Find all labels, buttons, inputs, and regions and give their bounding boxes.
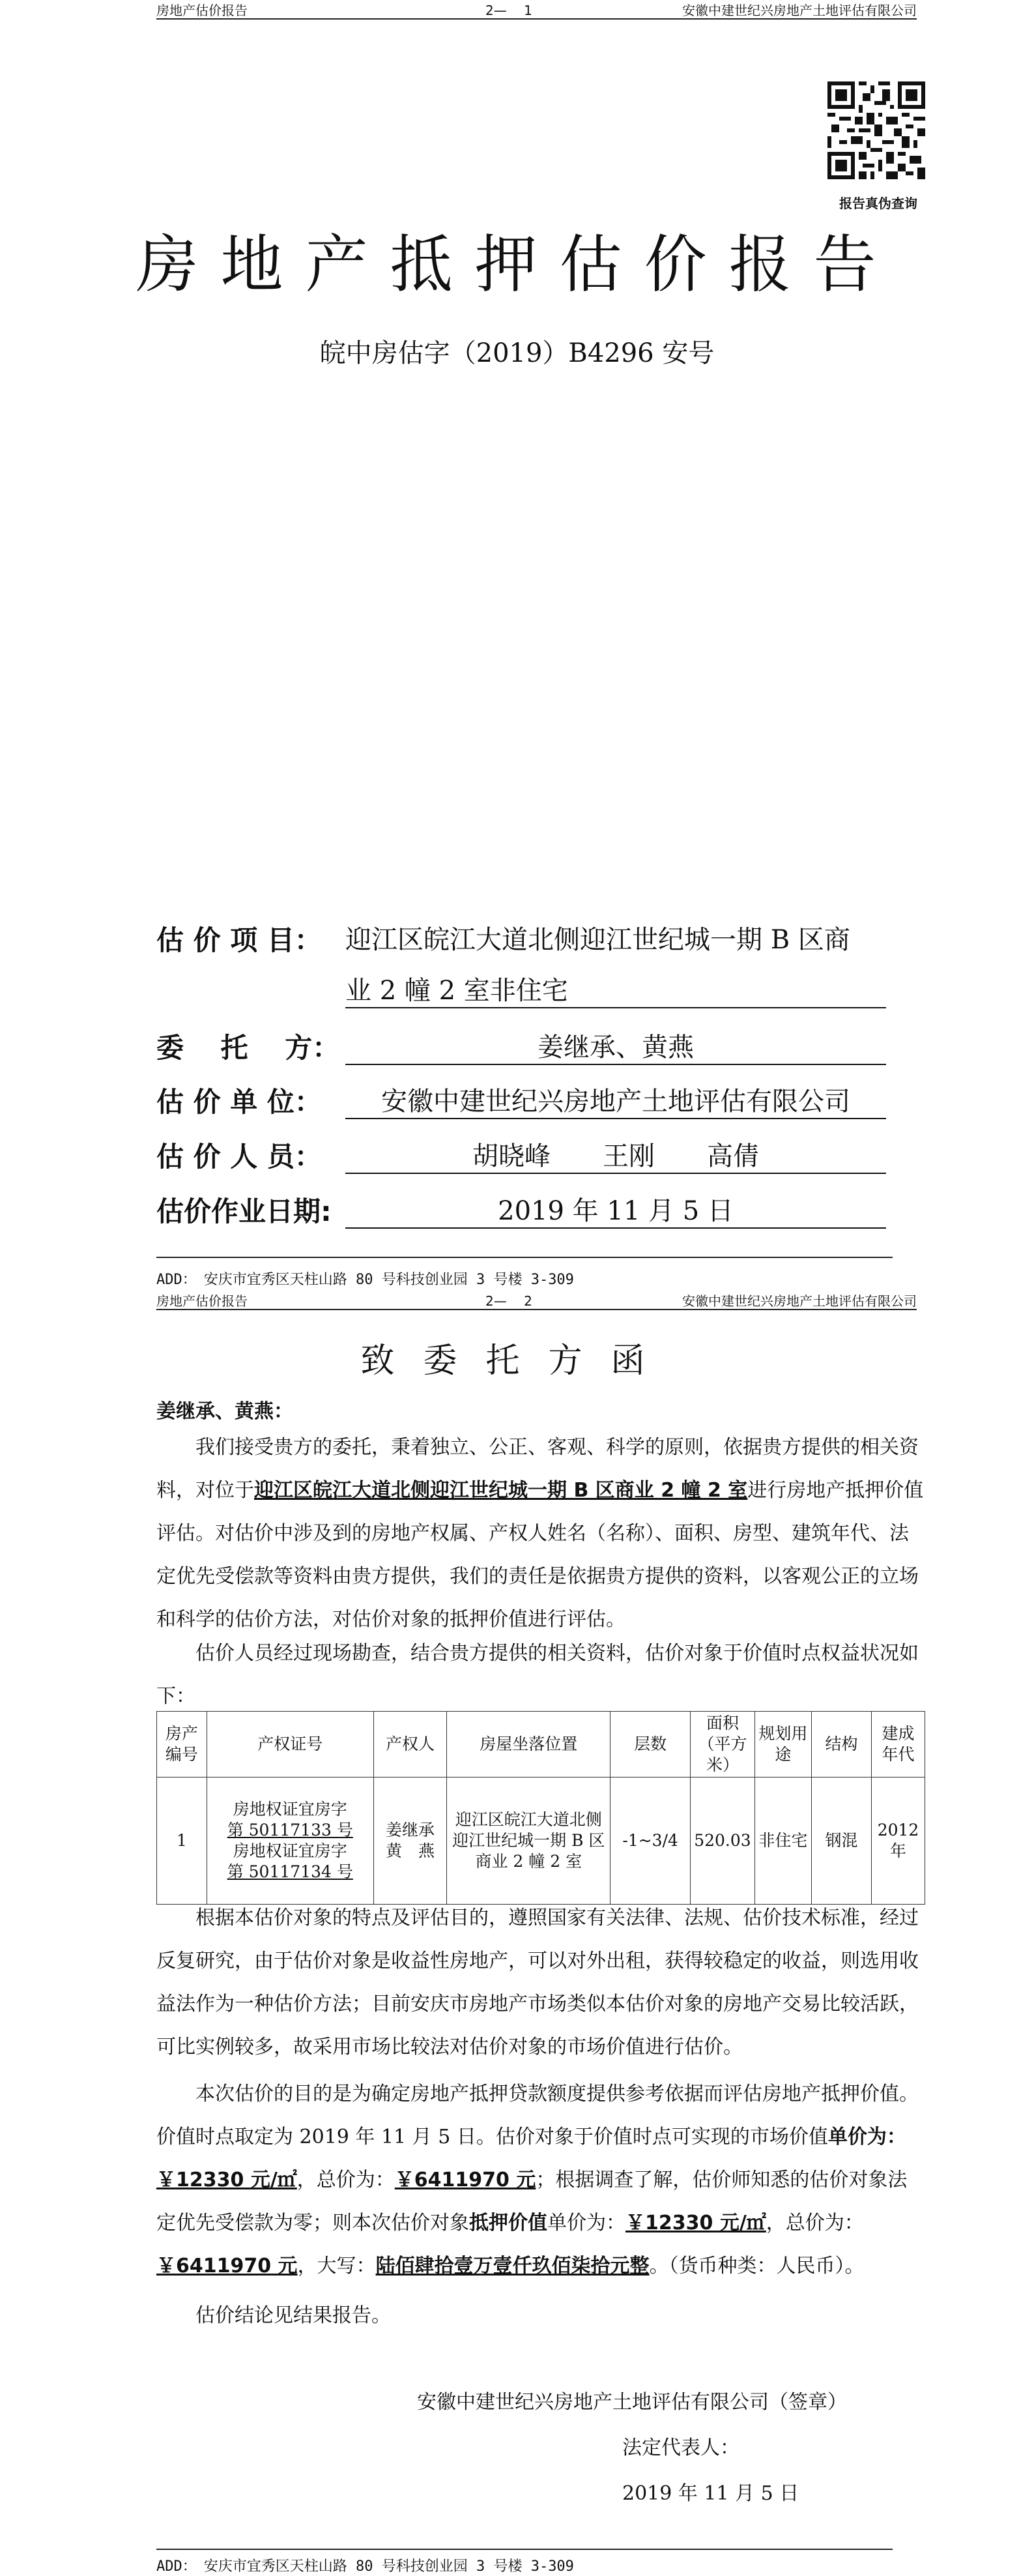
signature-rep: 法定代表人： [622,2437,740,2459]
qr-code-icon[interactable] [827,81,925,179]
staff-label: 估 价 人 员： [156,1141,322,1173]
letter-paragraph-5: 估价结论见结果报告。 [195,2304,391,2327]
staff-value: 胡晓峰 王刚 高倩 [345,1135,886,1174]
header-company: 安徽中建世纪兴房地产土地评估有限公司 [682,3,917,18]
header-doc-type: 房地产估价报告 [156,1293,248,1309]
project-label: 估 价 项 目： [156,924,322,956]
cell-year: 2012 年 [872,1778,925,1905]
cell-structure: 钢混 [811,1778,871,1905]
client-value: 姜继承、黄燕 [345,1027,886,1065]
letter-title: 致委托方函 [360,1341,674,1381]
footer-rule [156,1257,893,1258]
cell-floors: -1~3/4 [610,1778,691,1905]
signature-company: 安徽中建世纪兴房地产土地评估有限公司（签章） [417,2391,847,2414]
unit-price-2: ￥12330 元/㎡ [625,2212,766,2234]
qr-caption: 报告真伪查询 [839,196,917,211]
header-page-number: 2— 1 [485,3,532,18]
cell-area: 520.03 [691,1778,755,1905]
unit-label: 估 价 单 位： [156,1086,322,1118]
letter-paragraph-2: 估价人员经过现场勘查，结合贵方提供的相关资料，估价对象于价值时点权益状况如下： [156,1642,919,1708]
table-header-cell: 产权证号 [207,1712,373,1778]
table-header-cell: 产权人 [373,1712,447,1778]
letter-paragraph-1: 我们接受贵方的委托，秉着独立、公正、客观、科学的原则，依据贵方提供的相关资料，对位于迎江区皖江大道北侧迎江世纪城一期 B 区商业 2 幢 2 室进行房地产抵押价值评估。对估价中涉及到的房地产权属、产权人姓名（名称）、面积、房型、建筑年代、法定优先受偿款等资料由贵方提供，我们的责任是依据贵方提供的资料，以客观公正的立场和科学的估价方法，对估价对象的抵押价值进行评估。 [156,1436,924,1631]
page-header [156,0,917,20]
property-location: 迎江区皖江大道北侧迎江世纪城一期 B 区商业 2 幢 2 室 [254,1479,748,1502]
letter-paragraph-3: 根据本估价对象的特点及评估目的，遵照国家有关法律、法规、估价技术标准，经过反复研究，由于估价对象是收益性房地产，可以对外出租，获得较稳定的收益，则选用收益法作为一种估价方法；目前安庆市房地产市场类似本估价对象的房地产交易比较活跃，可比实例较多，故采用市场比较法对估价对象的市场价值进行估价。 [156,1907,919,2058]
total-price-2: ￥6411970 元 [156,2255,298,2277]
header-doc-type: 房地产估价报告 [156,3,248,18]
table-header-cell: 层数 [610,1712,691,1778]
table-header-cell: 规划用途 [754,1712,811,1778]
header-company: 安徽中建世纪兴房地产土地评估有限公司 [682,1293,917,1309]
footer-rule [156,2549,893,2550]
unit-price-1: ￥12330 元/㎡ [156,2169,297,2191]
total-price-uppercase: 陆佰肆拾壹万壹仟玖佰柒拾元整 [375,2255,650,2277]
cell-owner: 姜继承 黄 燕 [373,1778,447,1905]
report-title: 房地产抵押估价报告 [136,228,898,301]
page-header [156,1291,917,1310]
date-value: 2019 年 11 月 5 日 [345,1190,886,1229]
table-header-cell: 房产编号 [157,1712,207,1778]
client-label: 委 托 方： [156,1032,340,1064]
header-page-number: 2— 2 [485,1293,532,1309]
table-header-cell: 房屋坐落位置 [447,1712,610,1778]
project-line-1: 迎江区皖江大道北侧迎江世纪城一期 B 区商 [345,925,850,955]
property-table [156,1711,925,1905]
letter-greeting: 姜继承、黄燕： [156,1400,293,1423]
table-header-row [157,1712,925,1778]
cell-use: 非住宅 [754,1778,811,1905]
project-line-2: 业 2 幢 2 室非住宅 [345,970,886,1008]
cell-location: 迎江区皖江大道北侧迎江世纪城一期 B 区商业 2 幢 2 室 [447,1778,610,1905]
table-header-cell: 面积（平方米） [691,1712,755,1778]
unit-value: 安徽中建世纪兴房地产土地评估有限公司 [345,1081,886,1119]
cell-no: 1 [157,1778,207,1905]
date-label: 估价作业日期: [156,1195,332,1227]
total-price-1: ￥6411970 元 [394,2169,536,2191]
cell-cert: 房地权证宜房字 第 50117133 号 房地权证宜房字 第 50117134 号 [207,1778,373,1905]
table-header-cell: 结构 [811,1712,871,1778]
footer-address: ADD： 安庆市宜秀区天柱山路 80 号科技创业园 3 号楼 3-309 [156,1272,574,1288]
letter-paragraph-4: 本次估价的目的是为确定房地产抵押贷款额度提供参考依据而评估房地产抵押价值。价值时点取定为 2019 年 11 月 5 日。估价对象于价值时点可实现的市场价值单价为：￥12330 元/㎡，总价为：￥6411970 元；根据调查了解，估价师知悉的估价对象法定优先受偿款为零；则本次估价对象抵押价值单价为：￥12330 元/㎡，总价为：￥6411970 元，大写：陆佰肆拾壹万壹仟玖佰柒拾元整。（货币种类：人民币）。 [156,2083,919,2277]
table-header-cell: 建成年代 [872,1712,925,1778]
footer-address: ADD： 安庆市宜秀区天柱山路 80 号科技创业园 3 号楼 3-309 [156,2558,574,2575]
signature-date: 2019 年 11 月 5 日 [622,2482,799,2505]
report-number: 皖中房估字（2019）B4296 安号 [319,338,715,368]
table-row [157,1778,925,1905]
